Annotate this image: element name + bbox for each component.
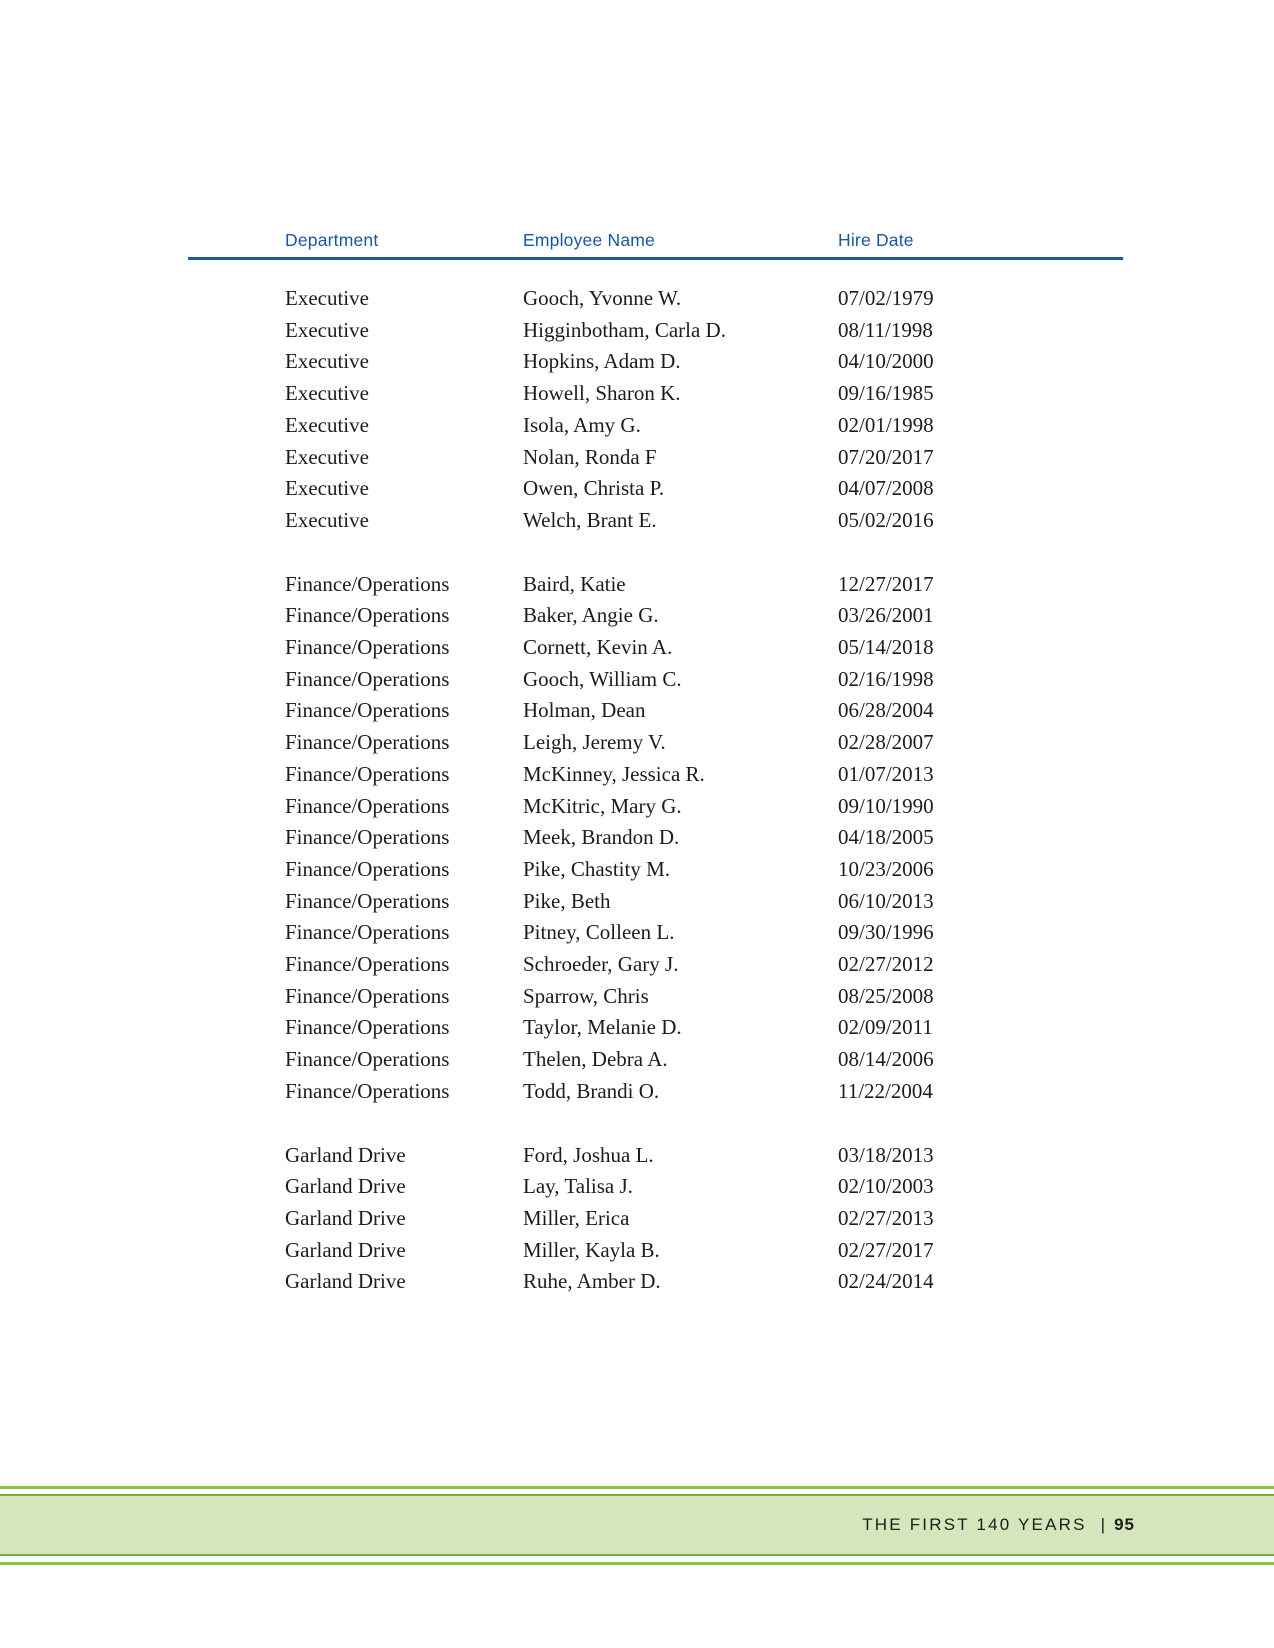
cell-employee-name: Baker, Angie G.	[523, 603, 659, 628]
cell-department: Finance/Operations	[285, 983, 450, 1008]
table-row	[285, 981, 1074, 1013]
table-row	[285, 1012, 1074, 1044]
cell-department: Finance/Operations	[285, 952, 450, 977]
cell-hire-date: 12/27/2017	[838, 571, 934, 596]
cell-hire-date: 06/28/2004	[838, 698, 934, 723]
table-row	[285, 632, 1074, 664]
table-section	[285, 569, 1074, 1108]
cell-hire-date: 09/16/1985	[838, 381, 934, 406]
cell-employee-name: Pitney, Colleen L.	[523, 920, 675, 945]
cell-employee-name: Lay, Talisa J.	[523, 1174, 633, 1199]
cell-department: Garland Drive	[285, 1205, 406, 1230]
cell-department: Garland Drive	[285, 1174, 406, 1199]
cell-department: Executive	[285, 476, 369, 501]
cell-department: Finance/Operations	[285, 1015, 450, 1040]
table-row	[285, 791, 1074, 823]
cell-hire-date: 02/01/1998	[838, 412, 934, 437]
cell-employee-name: Gooch, William C.	[523, 666, 682, 691]
cell-department: Executive	[285, 412, 369, 437]
cell-department: Executive	[285, 507, 369, 532]
cell-employee-name: McKitric, Mary G.	[523, 793, 682, 818]
cell-hire-date: 03/18/2013	[838, 1142, 934, 1167]
cell-hire-date: 02/16/1998	[838, 666, 934, 691]
cell-hire-date: 07/02/1979	[838, 286, 934, 310]
table-section	[285, 283, 1074, 537]
table-row	[285, 695, 1074, 727]
cell-hire-date: 06/10/2013	[838, 888, 934, 913]
cell-department: Executive	[285, 317, 369, 342]
footer-page-number: 95	[1114, 1515, 1135, 1534]
cell-employee-name: Baird, Katie	[523, 571, 626, 596]
table-row	[285, 917, 1074, 949]
cell-hire-date: 02/09/2011	[838, 1015, 933, 1040]
cell-department: Finance/Operations	[285, 571, 450, 596]
cell-department: Finance/Operations	[285, 1047, 450, 1072]
cell-department: Finance/Operations	[285, 666, 450, 691]
table-row	[285, 886, 1074, 918]
table-row	[285, 854, 1074, 886]
cell-hire-date: 09/10/1990	[838, 793, 934, 818]
cell-department: Finance/Operations	[285, 730, 450, 755]
cell-employee-name: McKinney, Jessica R.	[523, 761, 705, 786]
cell-department: Finance/Operations	[285, 793, 450, 818]
cell-employee-name: Holman, Dean	[523, 698, 646, 723]
cell-department: Executive	[285, 444, 369, 469]
table-row	[285, 1076, 1074, 1108]
table-row	[285, 442, 1074, 474]
cell-employee-name: Owen, Christa P.	[523, 476, 665, 501]
cell-hire-date: 02/10/2003	[838, 1174, 934, 1199]
cell-hire-date: 08/14/2006	[838, 1047, 934, 1072]
cell-employee-name: Isola, Amy G.	[523, 412, 641, 437]
cell-department: Finance/Operations	[285, 856, 450, 881]
cell-department: Executive	[285, 381, 369, 406]
table-row	[285, 1203, 1074, 1235]
cell-hire-date: 02/27/2013	[838, 1205, 934, 1230]
table-row	[285, 1266, 1074, 1298]
footer-book-title: THE FIRST 140 YEARS	[862, 1515, 1087, 1534]
table-row	[285, 505, 1074, 537]
table-row	[285, 473, 1074, 505]
cell-department: Finance/Operations	[285, 888, 450, 913]
employee-table-body	[285, 283, 1074, 1298]
table-row	[285, 949, 1074, 981]
cell-hire-date: 02/27/2017	[838, 1237, 934, 1262]
table-row	[285, 378, 1074, 410]
cell-employee-name: Pike, Chastity M.	[523, 856, 671, 881]
cell-hire-date: 05/02/2016	[838, 507, 934, 532]
cell-department: Executive	[285, 349, 369, 374]
footer-bottom-rule	[0, 1562, 1274, 1565]
table-row	[285, 1044, 1074, 1076]
cell-employee-name: Howell, Sharon K.	[523, 381, 681, 406]
cell-hire-date: 04/07/2008	[838, 476, 934, 501]
cell-department: Finance/Operations	[285, 698, 450, 723]
table-row	[285, 759, 1074, 791]
footer-separator: |	[1100, 1515, 1106, 1534]
cell-employee-name: Ruhe, Amber D.	[523, 1269, 661, 1294]
cell-hire-date: 11/22/2004	[838, 1078, 933, 1103]
cell-department: Garland Drive	[285, 1237, 406, 1262]
cell-employee-name: Gooch, Yvonne W.	[523, 286, 682, 310]
cell-hire-date: 05/14/2018	[838, 635, 934, 660]
table-header-row	[285, 229, 1074, 251]
footer-top-rule	[0, 1486, 1274, 1489]
table-row	[285, 315, 1074, 347]
cell-hire-date: 08/11/1998	[838, 317, 933, 342]
cell-employee-name: Nolan, Ronda F	[523, 444, 657, 469]
cell-department: Finance/Operations	[285, 603, 450, 628]
cell-hire-date: 01/07/2013	[838, 761, 934, 786]
cell-department: Finance/Operations	[285, 761, 450, 786]
table-row	[285, 283, 1074, 315]
cell-employee-name: Todd, Brandi O.	[523, 1078, 660, 1103]
column-header-hire-date: Hire Date	[838, 230, 914, 250]
cell-employee-name: Meek, Brandon D.	[523, 825, 680, 850]
cell-hire-date: 02/28/2007	[838, 730, 934, 755]
cell-hire-date: 04/10/2000	[838, 349, 934, 374]
cell-employee-name: Leigh, Jeremy V.	[523, 730, 666, 755]
cell-employee-name: Higginbotham, Carla D.	[523, 317, 726, 342]
cell-employee-name: Welch, Brant E.	[523, 507, 657, 532]
cell-hire-date: 03/26/2001	[838, 603, 934, 628]
cell-hire-date: 02/27/2012	[838, 952, 934, 977]
cell-department: Executive	[285, 286, 369, 310]
column-header-department: Department	[285, 230, 379, 250]
cell-employee-name: Pike, Beth	[523, 888, 611, 913]
cell-hire-date: 08/25/2008	[838, 983, 934, 1008]
table-row	[285, 410, 1074, 442]
table-row	[285, 346, 1074, 378]
cell-employee-name: Schroeder, Gary J.	[523, 952, 679, 977]
cell-department: Finance/Operations	[285, 635, 450, 660]
cell-employee-name: Taylor, Melanie D.	[523, 1015, 682, 1040]
cell-employee-name: Miller, Erica	[523, 1205, 630, 1230]
table-row	[285, 569, 1074, 601]
cell-hire-date: 02/24/2014	[838, 1269, 934, 1294]
cell-employee-name: Sparrow, Chris	[523, 983, 649, 1008]
table-header-rule	[188, 257, 1123, 260]
cell-employee-name: Hopkins, Adam D.	[523, 349, 681, 374]
cell-department: Garland Drive	[285, 1269, 406, 1294]
cell-hire-date: 04/18/2005	[838, 825, 934, 850]
cell-hire-date: 10/23/2006	[838, 856, 934, 881]
table-row	[285, 1235, 1074, 1267]
cell-department: Finance/Operations	[285, 825, 450, 850]
cell-hire-date: 09/30/1996	[838, 920, 934, 945]
cell-employee-name: Miller, Kayla B.	[523, 1237, 660, 1262]
table-row	[285, 1140, 1074, 1172]
footer-band	[0, 1494, 1274, 1556]
cell-department: Garland Drive	[285, 1142, 406, 1167]
cell-hire-date: 07/20/2017	[838, 444, 934, 469]
table-row	[285, 664, 1074, 696]
cell-employee-name: Ford, Joshua L.	[523, 1142, 654, 1167]
column-header-employee-name: Employee Name	[523, 230, 655, 250]
table-section	[285, 1140, 1074, 1299]
table-row	[285, 600, 1074, 632]
table-row	[285, 822, 1074, 854]
table-row	[285, 727, 1074, 759]
cell-department: Finance/Operations	[285, 1078, 450, 1103]
cell-employee-name: Cornett, Kevin A.	[523, 635, 673, 660]
cell-department: Finance/Operations	[285, 920, 450, 945]
cell-employee-name: Thelen, Debra A.	[523, 1047, 668, 1072]
table-row	[285, 1171, 1074, 1203]
